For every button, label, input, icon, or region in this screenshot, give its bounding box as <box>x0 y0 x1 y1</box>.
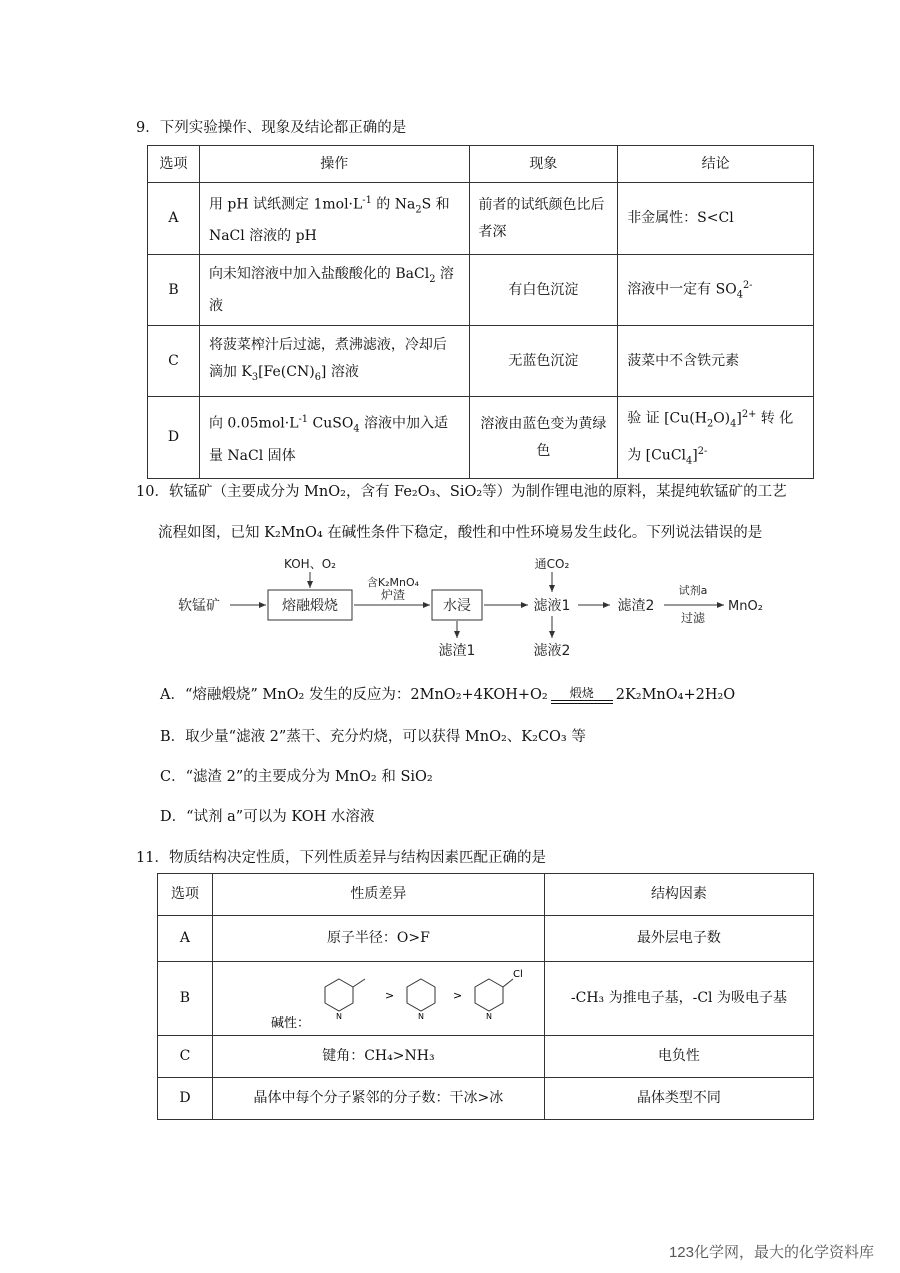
q11-table <box>157 873 814 1120</box>
property-cell: 晶体中每个分子紧邻的分子数：干冰>冰 <box>212 1078 544 1120</box>
table-header-row <box>158 874 814 916</box>
header-cell: 性质差异 <box>212 874 544 916</box>
footer-watermark: 123化学网，最大的化学资料库 <box>668 1244 874 1261</box>
property-cell: 键角：CH₄>NH₃ <box>212 1036 544 1078</box>
operation-cell: 向未知溶液中加入盐酸酸化的 BaCl$_2$ 溶液 <box>199 255 469 326</box>
phenomenon-cell: 有白色沉淀 <box>469 255 618 326</box>
nitrogen-label: N <box>335 1011 342 1021</box>
header-cell: 选项 <box>148 146 200 183</box>
flow-residue1: 滤渣1 <box>438 643 476 659</box>
flow-arrow1-bottom: 炉渣 <box>380 588 406 602</box>
flow-arrow4-top: 试剂a <box>678 584 708 597</box>
greater-than-symbol: > <box>384 988 395 1002</box>
conclusion-cell: 非金属性：S<Cl <box>618 183 814 255</box>
flow-filtrate1: 滤液1 <box>533 598 571 614</box>
question-9-stem: 9．下列实验操作、现象及结论都正确的是 <box>136 120 407 136</box>
basicity-label: 碱性： <box>270 1015 310 1031</box>
phenomenon-cell: 前者的试纸颜色比后者深 <box>469 183 618 255</box>
table-header-row <box>148 146 814 183</box>
process-flow-diagram <box>176 554 776 664</box>
header-cell: 现象 <box>469 146 618 183</box>
option-cell: B <box>148 255 200 326</box>
q10-option-a: A．“熔融煅烧” MnO₂ 发生的反应为：2MnO₂+4KOH+O₂ 煅烧 2K₂MnO₄+2H₂O <box>160 685 736 703</box>
factor-cell: 最外层电子数 <box>544 916 813 962</box>
table-row <box>148 255 814 326</box>
flow-start-label: 软锰矿 <box>178 598 220 614</box>
conclusion-cell: 验 证 $[Cu(H_2O)_4]^{2+}$ 转 化 为 [CuCl$_4$]$^{2-}$ <box>618 397 814 479</box>
q10-option-b: B．取少量“滤液 2”蒸干、充分灼烧，可以获得 MnO₂、K₂CO₃ 等 <box>160 729 586 745</box>
nitrogen-label: N <box>485 1011 492 1021</box>
table-row <box>158 1036 814 1078</box>
question-11-stem: 11．物质结构决定性质，下列性质差异与结构因素匹配正确的是 <box>136 850 546 866</box>
phenomenon-cell: 无蓝色沉淀 <box>469 326 618 397</box>
operation-cell: 向 $0.05mol\cdot L^{-1}$ CuSO$_4$ 溶液中加入适量 NaCl 固体 <box>199 397 469 479</box>
table-row <box>148 183 814 255</box>
property-cell: 原子半径：O>F <box>212 916 544 962</box>
nitrogen-label: N <box>417 1011 424 1021</box>
3-methylpyridine-structure <box>325 979 365 1011</box>
header-cell: 结构因素 <box>544 874 813 916</box>
q9-table <box>147 145 814 479</box>
option-cell: C <box>158 1036 213 1078</box>
flow-input-co2: 通CO₂ <box>534 557 570 571</box>
option-cell: D <box>148 397 200 479</box>
option-cell: C <box>148 326 200 397</box>
option-cell: A <box>158 916 213 962</box>
operation-cell: 用 pH 试纸测定 $1mol\cdot L^{-1}$ 的 $Na_2S$ 和 NaCl 溶液的 pH <box>199 183 469 255</box>
table-row <box>158 1078 814 1120</box>
3-chloropyridine-structure <box>475 979 513 1011</box>
flow-filtrate2: 滤液2 <box>533 643 571 659</box>
table-row <box>158 962 814 1036</box>
operation-cell: 将菠菜榨汁后过滤，煮沸滤液，冷却后滴加 $K_3[Fe(CN)_6]$ 溶液 <box>199 326 469 397</box>
q10-option-c: C．“滤渣 2”的主要成分为 MnO₂ 和 SiO₂ <box>160 769 433 785</box>
flow-arrow4-bottom: 过滤 <box>680 611 706 625</box>
option-cell: A <box>148 183 200 255</box>
flow-end-mno2: MnO₂ <box>728 599 763 614</box>
header-cell: 操作 <box>199 146 469 183</box>
table-row <box>158 916 814 962</box>
flow-arrow1-top: 含K₂MnO₄ <box>366 576 420 589</box>
header-cell: 结论 <box>618 146 814 183</box>
question-10-stem-line1: 10．软锰矿（主要成分为 MnO₂，含有 Fe₂O₃、SiO₂等）为制作锂电池的原料，某提纯软锰矿的工艺 <box>136 484 787 500</box>
chlorine-label: Cl <box>512 968 523 980</box>
factor-cell: 晶体类型不同 <box>544 1078 813 1120</box>
table-row <box>148 397 814 479</box>
conclusion-cell: 溶液中一定有 $SO_4^{2-}$ <box>618 255 814 326</box>
option-cell: D <box>158 1078 213 1120</box>
flow-residue2: 滤渣2 <box>617 598 655 614</box>
property-cell <box>212 962 544 1036</box>
flow-input-koh: KOH、O₂ <box>284 557 336 571</box>
pyridine-basicity-structures <box>213 963 543 1035</box>
factor-cell: 电负性 <box>544 1036 813 1078</box>
pyridine-structure <box>407 979 435 1011</box>
q10-option-d: D．“试剂 a”可以为 KOH 水溶液 <box>160 809 375 825</box>
conclusion-cell: 菠菜中不含铁元素 <box>618 326 814 397</box>
factor-cell: -CH₃ 为推电子基，-Cl 为吸电子基 <box>544 962 813 1036</box>
table-row <box>148 326 814 397</box>
header-cell: 选项 <box>158 874 213 916</box>
reaction-condition-arrow: 煅烧 <box>551 687 613 704</box>
phenomenon-cell: 溶液由蓝色变为黄绿色 <box>469 397 618 479</box>
question-10-stem-line2: 流程如图，已知 K₂MnO₄ 在碱性条件下稳定，酸性和中性环境易发生歧化。下列说法错误的是 <box>158 525 763 541</box>
flow-box-leach-label: 水浸 <box>443 598 471 614</box>
option-cell: B <box>158 962 213 1036</box>
flow-box-melt-label: 熔融煅烧 <box>282 598 338 614</box>
greater-than-symbol: > <box>452 988 463 1002</box>
